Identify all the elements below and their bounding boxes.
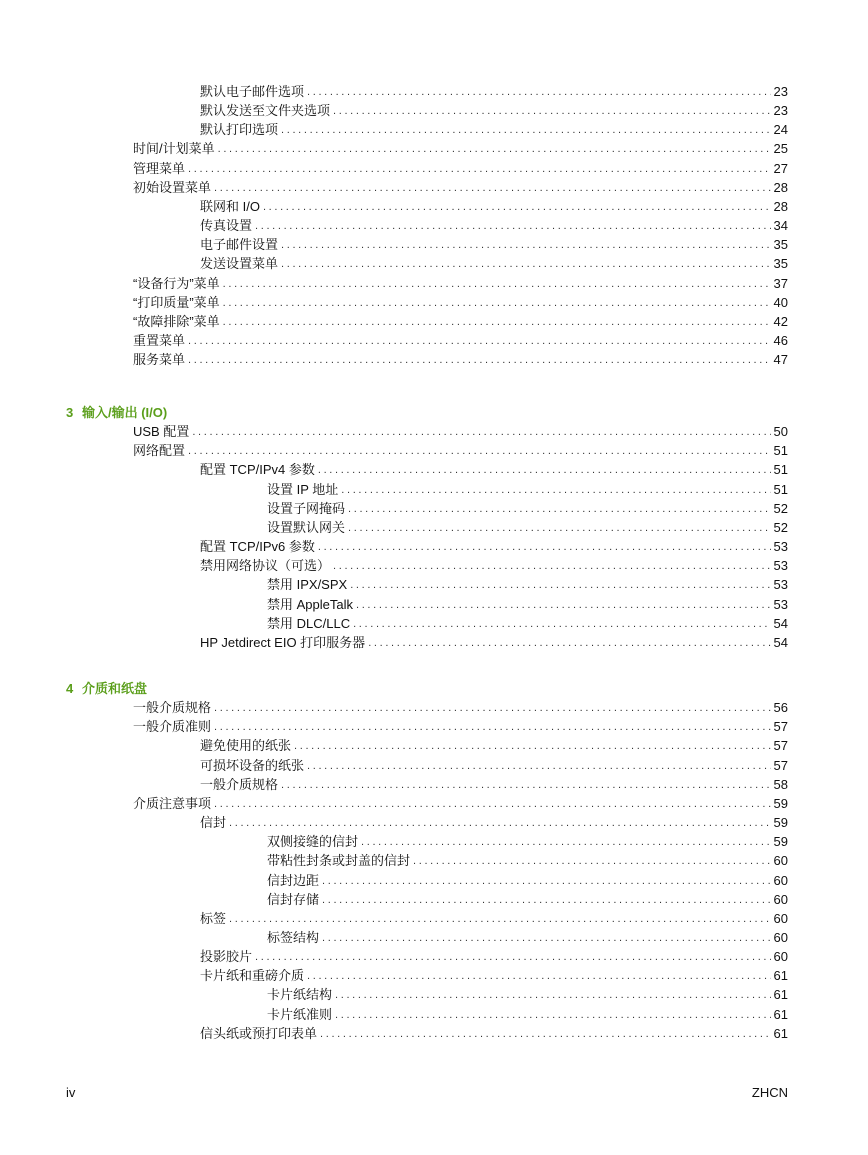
toc-entry[interactable]	[200, 459, 788, 478]
toc-entry-page: 60	[773, 910, 788, 926]
dot-leader	[335, 988, 771, 1003]
toc-entry-page: 61	[773, 968, 788, 984]
dot-leader	[192, 425, 770, 440]
dot-leader	[320, 1027, 771, 1042]
toc-entry[interactable]	[267, 889, 788, 908]
toc-entry-title: 信封边距	[267, 872, 320, 888]
dot-leader	[263, 200, 771, 215]
toc-entry-page: 61	[773, 1006, 788, 1022]
toc-entry-title: 服务菜单	[133, 352, 186, 368]
toc-entry-title: 发送设置菜单	[200, 256, 279, 272]
toc-entry[interactable]	[133, 273, 788, 292]
toc-entry[interactable]	[267, 850, 788, 869]
dot-leader	[333, 559, 771, 574]
dot-leader	[333, 104, 771, 119]
toc-entry-title: 介质注意事项	[133, 795, 212, 811]
toc-entry-page: 37	[773, 275, 788, 291]
toc-entry-title: 卡片纸准则	[267, 1006, 333, 1022]
dot-leader	[281, 257, 771, 272]
toc-entry-title: 禁用 DLC/LLC	[267, 615, 351, 631]
dot-leader	[214, 181, 771, 196]
dot-leader	[318, 540, 771, 555]
dot-leader	[361, 835, 771, 850]
toc-entry[interactable]	[267, 984, 788, 1003]
chapter-title: 介质和纸盘	[82, 681, 148, 696]
toc-entry-page: 56	[773, 700, 788, 716]
toc-entry[interactable]	[133, 311, 788, 330]
dot-leader	[214, 797, 771, 812]
toc-entry-page: 52	[773, 500, 788, 516]
toc-entry-title: 双侧接缝的信封	[267, 834, 359, 850]
toc-entry[interactable]	[267, 479, 788, 498]
toc-entry[interactable]	[200, 119, 788, 138]
toc-entry-page: 28	[773, 198, 788, 214]
dot-leader	[218, 142, 771, 157]
dot-leader	[188, 162, 771, 177]
toc-entry[interactable]	[200, 196, 788, 215]
toc-entry-title: 默认发送至文件夹选项	[200, 103, 331, 119]
dot-leader	[255, 950, 771, 965]
toc-entry[interactable]	[267, 613, 788, 632]
dot-leader	[281, 778, 771, 793]
toc-entry-title: “设备行为”菜单	[133, 275, 220, 291]
toc-entry-title: 标签结构	[267, 929, 320, 945]
toc-entry-title: 设置默认网关	[267, 519, 346, 535]
dot-leader	[307, 85, 771, 100]
toc-entry[interactable]	[200, 632, 788, 651]
dot-leader	[318, 463, 771, 478]
toc-entry[interactable]	[133, 158, 788, 177]
toc-entry-title: 电子邮件设置	[200, 237, 279, 253]
toc-entry-page: 50	[773, 424, 788, 440]
toc-entry-page: 57	[773, 738, 788, 754]
toc-entry[interactable]	[267, 1004, 788, 1023]
dot-leader	[188, 353, 771, 368]
toc-entry[interactable]	[200, 100, 788, 119]
toc-entry-title: 配置 TCP/IPv4 参数	[200, 462, 315, 478]
toc-entry-title: HP Jetdirect EIO 打印服务器	[200, 634, 366, 650]
toc-entry-page: 28	[773, 179, 788, 195]
toc-entry-title: 标签	[200, 910, 227, 926]
toc-entry-page: 25	[773, 141, 788, 157]
toc-entry-page: 27	[773, 160, 788, 176]
toc-entry-title: 带粘性封条或封盖的信封	[267, 853, 411, 869]
toc-entry[interactable]	[200, 253, 788, 272]
toc-entry[interactable]	[133, 177, 788, 196]
toc-entry-title: USB 配置	[133, 424, 190, 440]
toc-entry[interactable]	[267, 517, 788, 536]
chapter-heading[interactable]	[66, 678, 147, 697]
toc-entry[interactable]	[133, 716, 788, 735]
toc-entry-title: 禁用 AppleTalk	[267, 596, 353, 612]
toc-entry-title: “故障排除”菜单	[133, 313, 220, 329]
toc-entry[interactable]	[133, 793, 788, 812]
page-number: iv	[66, 1085, 76, 1100]
toc-entry-page: 60	[773, 929, 788, 945]
toc-entry-title: 网络配置	[133, 443, 186, 459]
toc-entry-page: 61	[773, 987, 788, 1003]
toc-entry-page: 51	[773, 443, 788, 459]
toc-entry-page: 61	[773, 1025, 788, 1041]
dot-leader	[350, 578, 770, 593]
toc-entry-title: 信头纸或预打印表单	[200, 1025, 318, 1041]
toc-entry-page: 52	[773, 519, 788, 535]
toc-entry[interactable]	[200, 908, 788, 927]
toc-entry-page: 60	[773, 872, 788, 888]
toc-entry-title: 禁用 IPX/SPX	[267, 577, 348, 593]
toc-entry[interactable]	[133, 421, 788, 440]
dot-leader	[281, 123, 771, 138]
toc-entry-page: 58	[773, 776, 788, 792]
toc-entry[interactable]	[133, 292, 788, 311]
toc-entry-title: 默认电子邮件选项	[200, 84, 305, 99]
dot-leader	[214, 720, 771, 735]
toc-entry-title: 时间/计划菜单	[133, 141, 215, 157]
toc-entry-title: 联网和 I/O	[200, 198, 260, 214]
dot-leader	[188, 334, 771, 349]
toc-entry-page: 24	[773, 122, 788, 138]
toc-entry[interactable]	[267, 498, 788, 517]
toc-entry-title: 重置菜单	[133, 332, 186, 348]
dot-leader	[188, 444, 771, 459]
toc-entry[interactable]	[200, 555, 788, 574]
toc-entry-page: 60	[773, 949, 788, 965]
toc-entry[interactable]	[200, 234, 788, 253]
toc-entry[interactable]	[133, 330, 788, 349]
dot-leader	[229, 912, 771, 927]
dot-leader	[307, 969, 771, 984]
dot-leader	[348, 502, 771, 517]
dot-leader	[294, 739, 771, 754]
toc-entry-page: 53	[773, 539, 788, 555]
toc-entry-page: 46	[773, 332, 788, 348]
toc-entry-title: 卡片纸结构	[267, 987, 333, 1003]
chapter-title: 输入/输出 (I/O)	[82, 405, 168, 420]
toc-entry-title: 一般介质规格	[133, 700, 212, 716]
toc-entry-page: 51	[773, 462, 788, 478]
toc-entry[interactable]	[200, 774, 788, 793]
chapter-number: 3	[66, 405, 74, 420]
toc-entry-page: 53	[773, 596, 788, 612]
toc-entry[interactable]	[200, 965, 788, 984]
toc-entry-title: 信封存储	[267, 891, 320, 907]
toc-entry-title: 传真设置	[200, 218, 253, 234]
toc-entry-page: 54	[773, 634, 788, 650]
toc-entry-page: 34	[773, 218, 788, 234]
toc-entry[interactable]	[133, 138, 788, 157]
toc-entry-page: 23	[773, 84, 788, 99]
toc-entry-page: 35	[773, 256, 788, 272]
toc-entry-title: 设置 IP 地址	[267, 481, 339, 497]
dot-leader	[214, 701, 771, 716]
toc-entry-title: 管理菜单	[133, 160, 186, 176]
toc-entry-page: 60	[773, 853, 788, 869]
toc-entry-title: 卡片纸和重磅介质	[200, 968, 305, 984]
toc-entry-title: 默认打印选项	[200, 122, 279, 138]
toc-entry[interactable]	[133, 697, 788, 716]
toc-entry[interactable]	[200, 755, 788, 774]
toc-entry-title: “打印质量”菜单	[133, 294, 220, 310]
toc-entry[interactable]	[267, 831, 788, 850]
chapter-heading[interactable]	[66, 402, 167, 421]
dot-leader	[413, 854, 771, 869]
dot-leader	[335, 1008, 771, 1023]
toc-entry[interactable]	[200, 81, 788, 100]
toc-entry-page: 57	[773, 757, 788, 773]
toc-entry-title: 禁用网络协议（可选）	[200, 558, 331, 574]
toc-entry-title: 配置 TCP/IPv6 参数	[200, 539, 315, 555]
toc-entry-page: 59	[773, 815, 788, 831]
dot-leader	[322, 874, 771, 889]
toc-entry[interactable]	[267, 870, 788, 889]
dot-leader	[229, 816, 771, 831]
dot-leader	[368, 636, 770, 651]
dot-leader	[356, 598, 771, 613]
toc-entry[interactable]	[200, 536, 788, 555]
toc-entry-title: 投影胶片	[200, 949, 253, 965]
dot-leader	[223, 277, 771, 292]
dot-leader	[341, 483, 770, 498]
toc-entry[interactable]	[133, 349, 788, 368]
dot-leader	[348, 521, 771, 536]
language-code: ZHCN	[751, 1085, 788, 1100]
toc-entry[interactable]	[200, 812, 788, 831]
dot-leader	[223, 315, 771, 330]
toc-entry-page: 40	[773, 294, 788, 310]
toc-entry[interactable]	[200, 215, 788, 234]
toc-entry-title: 避免使用的纸张	[200, 738, 292, 754]
toc-entry-page: 54	[773, 615, 788, 631]
toc-entry-title: 信封	[200, 815, 227, 831]
dot-leader	[353, 617, 770, 632]
toc-entry-title: 可损坏设备的纸张	[200, 757, 305, 773]
toc-entry[interactable]	[133, 440, 788, 459]
toc-entry-page: 53	[773, 577, 788, 593]
toc-entry[interactable]	[267, 927, 788, 946]
toc-entry-title: 一般介质规格	[200, 776, 279, 792]
dot-leader	[223, 296, 771, 311]
toc-entry[interactable]	[200, 946, 788, 965]
toc-entry-title: 初始设置菜单	[133, 179, 212, 195]
toc-entry-page: 23	[773, 103, 788, 119]
dot-leader	[255, 219, 771, 234]
toc-entry[interactable]	[200, 1023, 788, 1042]
chapter-number: 4	[66, 681, 74, 696]
toc-entry[interactable]	[267, 594, 788, 613]
toc-entry-page: 53	[773, 558, 788, 574]
toc-entry-page: 35	[773, 237, 788, 253]
toc-entry[interactable]	[267, 574, 788, 593]
toc-entry-page: 57	[773, 719, 788, 735]
toc-entry-page: 51	[773, 481, 788, 497]
toc-entry-page: 42	[773, 313, 788, 329]
dot-leader	[307, 759, 771, 774]
toc-entry-title: 一般介质准则	[133, 719, 212, 735]
toc-entry-page: 59	[773, 795, 788, 811]
toc-entry[interactable]	[200, 735, 788, 754]
toc-entry-page: 59	[773, 834, 788, 850]
dot-leader	[281, 238, 771, 253]
dot-leader	[322, 893, 771, 908]
toc-entry-page: 47	[773, 352, 788, 368]
toc-entry-title: 设置子网掩码	[267, 500, 346, 516]
toc-entry-page: 60	[773, 891, 788, 907]
dot-leader	[322, 931, 771, 946]
